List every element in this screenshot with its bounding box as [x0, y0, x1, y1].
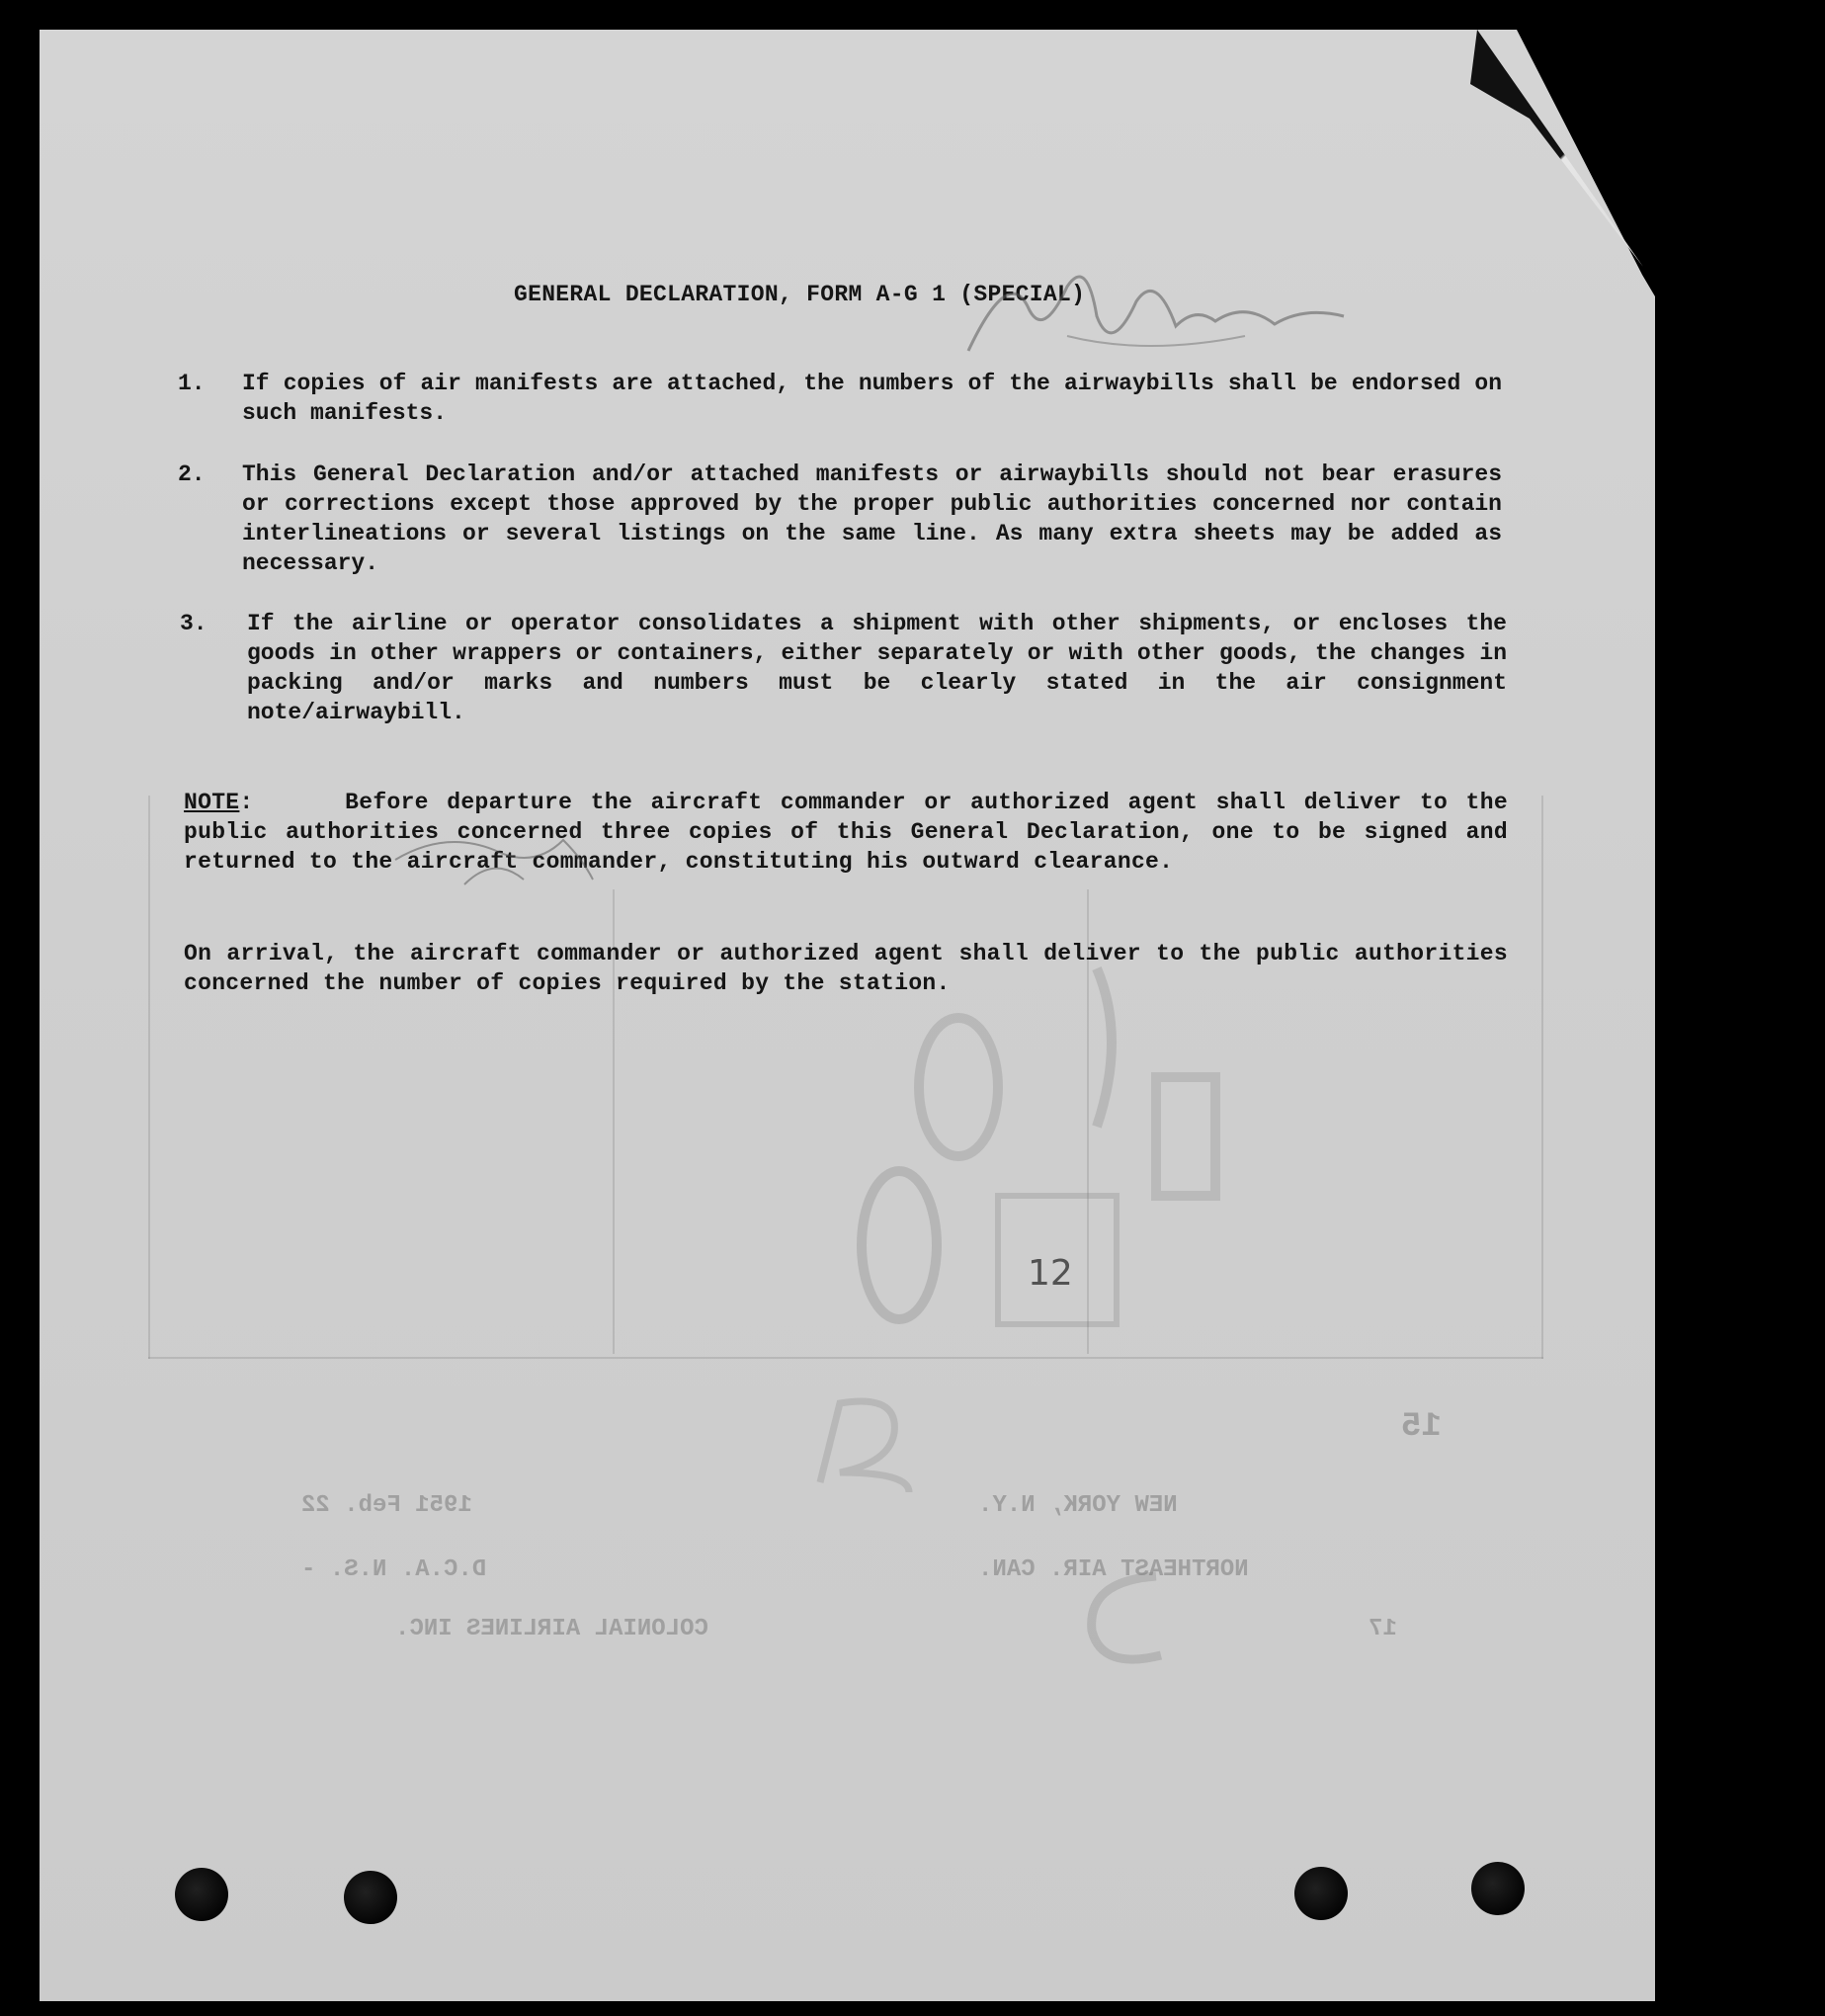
punch-hole-4	[1471, 1862, 1525, 1915]
punch-hole-2	[344, 1871, 397, 1924]
ghost-year: 1951 Feb. 22	[301, 1492, 472, 1519]
punch-hole-3	[1294, 1867, 1348, 1920]
note-text: Before departure the aircraft commander or authorized agent shall deliver to the public authorities concerned three copies of this General Declaration, one to be signed and returned to the aircraft commander, constituting his outward clearance.	[184, 790, 1508, 875]
punch-hole-1	[175, 1868, 228, 1921]
ghost-frame-bottom	[148, 1357, 1543, 1359]
note-label: NOTE	[184, 790, 240, 815]
item-number-2: 2.	[178, 462, 206, 487]
svg-text:12: 12	[1028, 1253, 1073, 1294]
arrival-paragraph: On arrival, the aircraft commander or authorized agent shall deliver to the public authorities concerned the number of copies required by the station.	[184, 941, 1508, 996]
item-text-2: This General Declaration and/or attached manifests or airwaybills should not bear erasures or corrections except those approved by the proper public authorities concerned nor contain interlineations or several listings on the same line. As many extra sheets may be added as necessary.	[242, 462, 1502, 576]
item-number-3: 3.	[180, 611, 207, 636]
ghost-facility: NORTHEAST AIR. CAN.	[978, 1556, 1249, 1583]
note-paragraph	[184, 788, 1508, 877]
ghost-office-code: D.C.A. N.S. -	[301, 1556, 487, 1583]
ghost-company-name: COLONIAL AIRLINES INC.	[395, 1616, 708, 1642]
item-text-1: If copies of air manifests are attached, the numbers of the airwaybills shall be endorsed on such manifests.	[242, 371, 1502, 426]
ghost-page-number: 15	[1401, 1408, 1442, 1446]
ghost-city: NEW YORK, N.Y.	[978, 1492, 1178, 1519]
note-colon: :	[239, 790, 346, 815]
item-text-3: If the airline or operator consolidates a shipment with other shipments, or encloses the goods in other wrappers or containers, either separately or with other goods, the changes in packing and/or marks and numbers must be clearly stated in the air consignment note/airwaybill.	[247, 611, 1507, 725]
document-page	[40, 30, 1655, 2001]
ghost-frame-right	[1541, 796, 1543, 1359]
page-title: GENERAL DECLARATION, FORM A-G 1 (SPECIAL)	[514, 282, 1086, 307]
item-number-1: 1.	[178, 371, 206, 396]
ghost-frame-left	[148, 796, 150, 1359]
ghost-small-number: 17	[1369, 1616, 1397, 1642]
